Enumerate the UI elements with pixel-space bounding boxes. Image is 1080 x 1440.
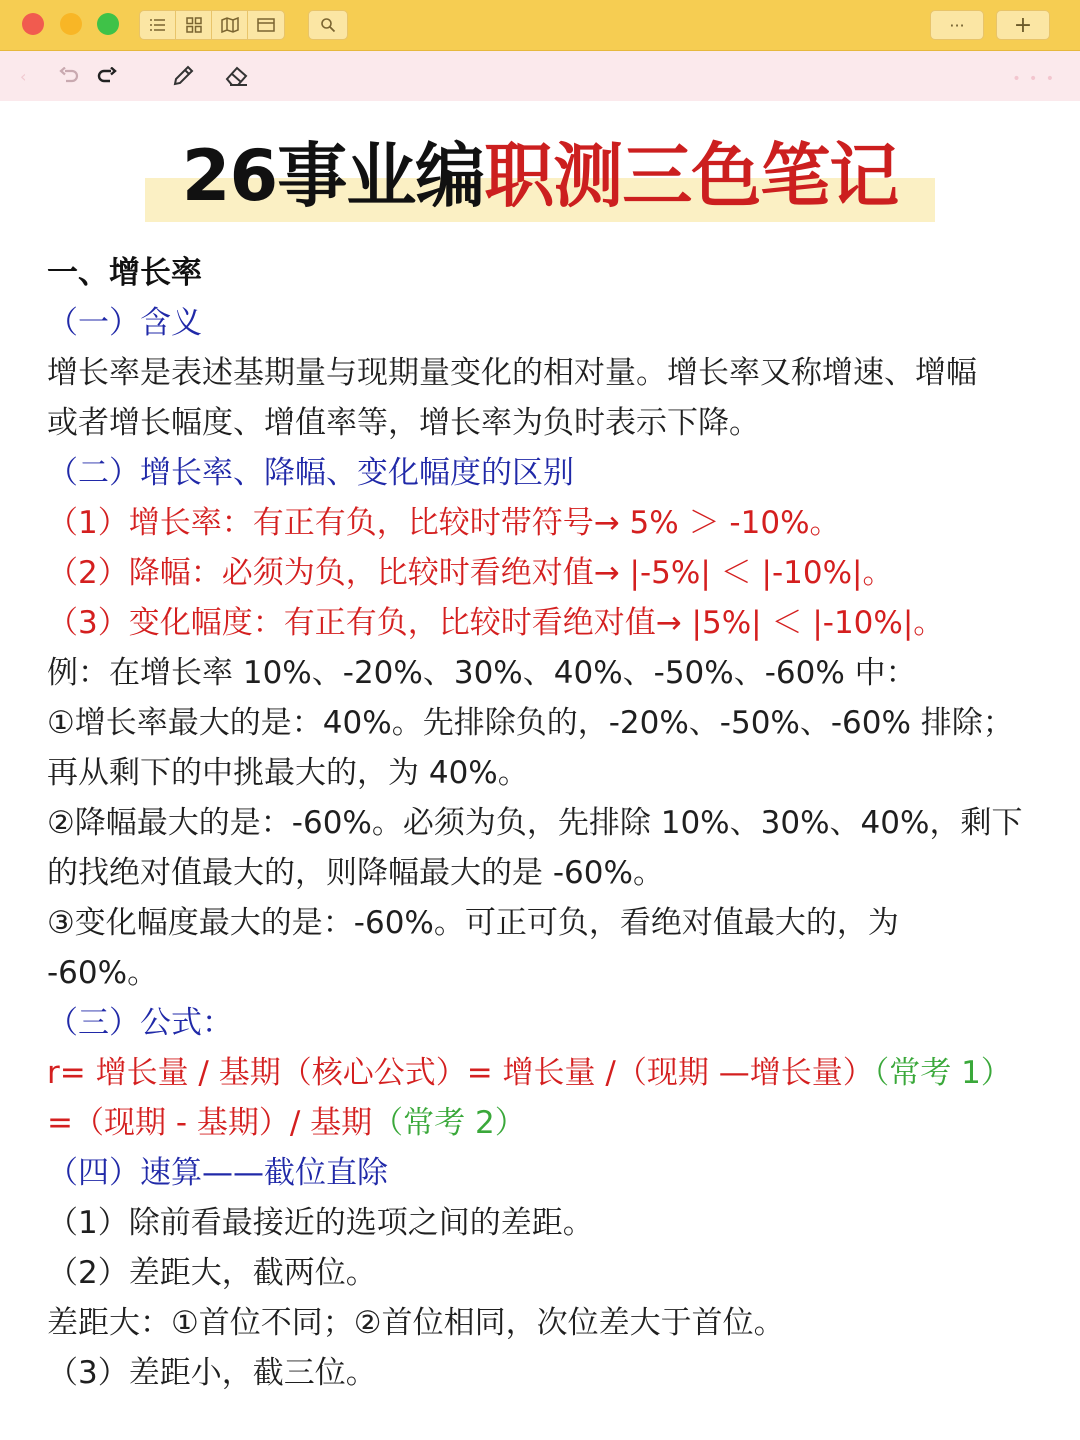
note-line xyxy=(47,348,1037,398)
note-body xyxy=(47,248,1037,1398)
note-text-segment: （二）增长率、降幅、变化幅度的区别 xyxy=(47,455,574,491)
note-text-segment: （1）增长率：有正有负，比较时带符号→ 5% ＞ -10%。 xyxy=(47,505,841,541)
note-line xyxy=(47,398,1037,448)
redo-icon xyxy=(96,67,118,85)
note-text-segment: （2）差距大，截两位。 xyxy=(47,1255,377,1291)
pen-tool-button[interactable] xyxy=(170,63,196,89)
note-line xyxy=(47,448,1037,498)
zoom-window-button[interactable] xyxy=(97,13,119,35)
edit-toolbar xyxy=(0,51,1080,101)
undo-button[interactable] xyxy=(56,63,82,89)
note-line xyxy=(47,698,1037,748)
add-button[interactable] xyxy=(996,10,1050,40)
note-line xyxy=(47,1298,1037,1348)
note-text-segment: 一、增长率 xyxy=(47,255,202,291)
note-text-segment: （2）降幅：必须为负，比较时看绝对值→ |-5%| ＜ |-10%|。 xyxy=(47,555,894,591)
grid-view-button[interactable] xyxy=(176,11,212,39)
note-line xyxy=(47,648,1037,698)
note-line xyxy=(47,248,1037,298)
title-red-part: 职测三色笔记 xyxy=(484,135,899,217)
note-line xyxy=(47,1248,1037,1298)
note-text-segment: 差距大：①首位不同；②首位相同，次位差大于首位。 xyxy=(47,1305,785,1341)
note-text-segment: （一）含义 xyxy=(47,305,202,341)
note-line xyxy=(47,1148,1037,1198)
note-line xyxy=(47,598,1037,648)
view-toolbar xyxy=(139,10,285,40)
page-dots-indicator: • • • xyxy=(1012,71,1056,87)
note-text-segment: （常考 1） xyxy=(873,1055,1012,1091)
note-line xyxy=(47,898,1037,948)
note-line xyxy=(47,548,1037,598)
search-icon xyxy=(320,17,336,33)
note-text-segment: 例：在增长率 10%、-20%、30%、40%、-50%、-60% 中： xyxy=(47,655,917,691)
redo-button[interactable] xyxy=(94,63,120,89)
note-line xyxy=(47,298,1037,348)
note-text-segment: （3）差距小，截三位。 xyxy=(47,1355,377,1391)
note-line xyxy=(47,948,1037,998)
window-titlebar xyxy=(0,0,1080,51)
note-text-segment: （1）除前看最接近的选项之间的差距。 xyxy=(47,1205,594,1241)
note-text-segment: 的找绝对值最大的，则降幅最大的是 -60%。 xyxy=(47,855,664,891)
search-button[interactable] xyxy=(308,10,348,40)
note-line xyxy=(47,498,1037,548)
note-text-segment: ③变化幅度最大的是：-60%。可正可负，看绝对值最大的，为 xyxy=(47,905,899,941)
note-line xyxy=(47,1348,1037,1398)
eraser-tool-button[interactable] xyxy=(224,63,250,89)
add-label: + xyxy=(1013,12,1033,38)
note-line xyxy=(47,748,1037,798)
note-text-segment: ①增长率最大的是：40%。先排除负的，-20%、-50%、-60% 排除； xyxy=(47,705,1014,741)
note-line xyxy=(47,798,1037,848)
note-line xyxy=(47,848,1037,898)
back-chevron-icon[interactable]: ‹ xyxy=(20,67,27,86)
note-text-segment: （3）变化幅度：有正有负，比较时看绝对值→ |5%| ＜ |-10%|。 xyxy=(47,605,945,641)
map-icon xyxy=(221,17,239,33)
note-line xyxy=(47,1198,1037,1248)
note-text-segment: 增长率是表述基期量与现期量变化的相对量。增长率又称增速、增幅 xyxy=(47,355,977,391)
list-view-button[interactable] xyxy=(140,11,176,39)
grid-icon xyxy=(186,17,202,33)
close-window-button[interactable] xyxy=(22,13,44,35)
note-text-segment: （三）公式： xyxy=(47,1005,233,1041)
sidebar-icon xyxy=(257,17,275,33)
map-view-button[interactable] xyxy=(212,11,248,39)
eraser-icon xyxy=(224,64,250,88)
more-button[interactable] xyxy=(930,10,984,40)
undo-icon xyxy=(58,67,80,85)
note-text-segment: （常考 2） xyxy=(372,1105,526,1141)
more-label: ··· xyxy=(949,15,965,35)
note-text-segment: 或者增长幅度、增值率等，增长率为负时表示下降。 xyxy=(47,405,760,441)
pen-icon xyxy=(171,64,195,88)
list-icon xyxy=(149,17,167,33)
note-text-segment: -60%。 xyxy=(47,955,159,991)
note-text-segment: 再从剩下的中挑最大的，为 40%。 xyxy=(47,755,529,791)
note-text-segment: =（现期 - 基期）/ 基期 xyxy=(47,1105,373,1141)
sidebar-toggle-button[interactable] xyxy=(248,11,284,39)
note-line xyxy=(47,1098,1037,1148)
note-text-segment: r= 增长量 / 基期（核心公式）= 增长量 /（现期 —增长量） xyxy=(47,1055,874,1091)
note-line xyxy=(47,1048,1037,1098)
note-text-segment: ②降幅最大的是：-60%。必须为负，先排除 10%、30%、40%，剩下 xyxy=(47,805,1023,841)
note-title xyxy=(0,128,1080,224)
minimize-window-button[interactable] xyxy=(60,13,82,35)
note-text-segment: （四）速算——截位直除 xyxy=(47,1155,388,1191)
title-black-part: 26事业编 xyxy=(181,135,485,217)
note-line xyxy=(47,998,1037,1048)
